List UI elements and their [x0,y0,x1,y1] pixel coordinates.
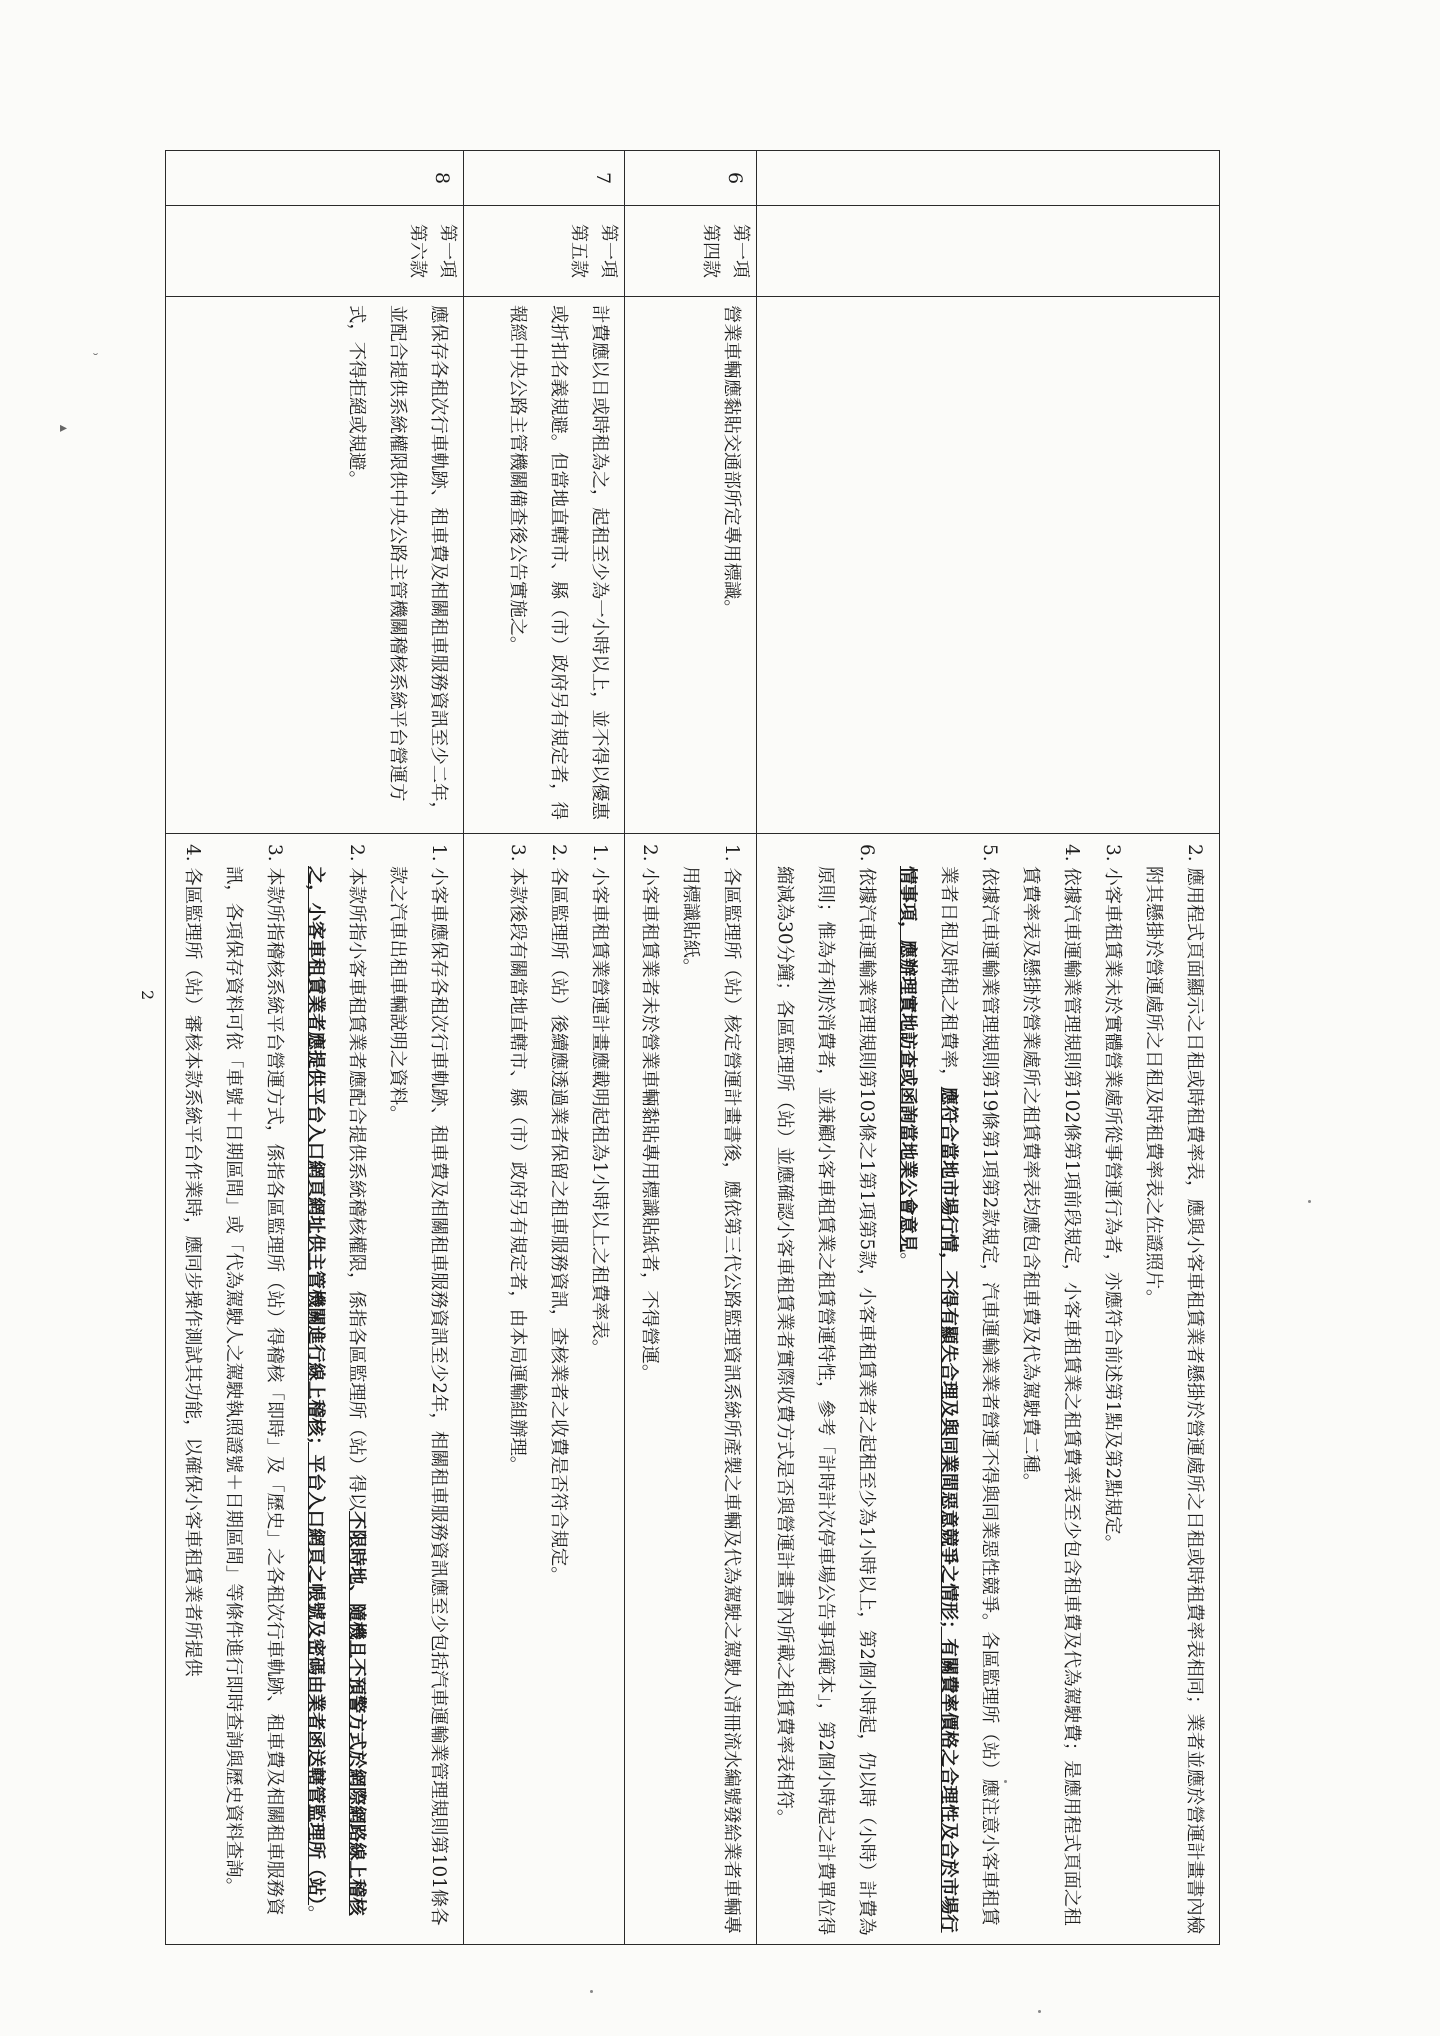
rule-text [757,297,1220,834]
note-text: 。 [897,1252,918,1271]
note-item: 4. 依據汽車運輸業管理規則第102條第1項前段規定，小客車租賃業之租賃費率表至少包含租車費及代為駕駛費；是應用程式頁面之租賃費率表及懸掛於營業處所之租賃費率表均應包含租車費及代為駕駛費二種。 [1020,844,1082,1926]
article-paragraph: 第一項 [436,224,458,278]
note-item: 3. 小客車租賃業未於實體營業處所從事營運行為者，亦應符合前述第1點及第2點規定。 [1102,844,1123,1553]
note-item: 2. 應用程式頁面顯示之日租或時租費率表，應與小客車租賃業者懸掛於營運處所之日租或時租費率表相同；業者並應於營運計畫書內檢附其懸掛於營運處所之日租及時租費率表之佐證照片。 [1143,844,1205,1935]
scan-dot [1004,1780,1007,1783]
rule-text: 計費應以日或時租為之，起租至少為一小時以上，並不得以優惠或折扣名義規避。但當地直轄市、縣（市）政府另有規定者，得報經中央公路主管機關備查後公告實施之。 [463,297,624,834]
note-item: 1. 小客車租賃業營運計畫應載明起租為1小時以上之租費率表。 [588,844,610,1358]
emphasis-text: 不限時地、隨機且不預警方式於網際網路線上稽核之，小客車租賃業者應提供平台入口網頁網址供主管機關進行線上稽核；平台入口網頁之帳號及密碼由業者函送轄管監理所（站） [304,866,367,1916]
article-subparagraph: 第四款 [700,224,722,278]
article-cell [166,206,464,297]
row-number: 7 [463,151,624,206]
note-item: 3. 本款後段有關當地直轄市、縣（市）政府另有規定者，由本局運輸組辦理。 [506,844,528,1475]
note-item: 6. 依據汽車運輸業管理規則第103條之1第1項第5款，小客車租賃業者之起租至少為1小時以上，第2個小時起，仍以時（小時）計費為原則；惟為有利於消費者，並兼顧小客車租賃業之租賃營運特性，參考「計時計次停車場公告事項範本」，第2個小時起之計費單位得縮減為30分鐘；各區監理所（站）並應確認小客車租賃業者實際收費方式是否與營運計畫書內所載之租賃費率表相符。 [774,844,877,1936]
regulation-table [165,150,1220,1945]
page-number: 2 [138,990,157,1001]
table-row [463,151,624,1945]
row-number: 8 [166,151,464,206]
rule-text: 營業車輛應黏貼交通部所定專用標識。 [624,297,757,834]
notes-cell [463,834,624,1945]
note-item [295,844,377,1936]
notes-cell [166,834,464,1945]
scan-dot [590,1990,593,1993]
article-subparagraph: 第六款 [406,224,428,278]
notes-cell [757,834,1220,1945]
scan-speck: ˘ [92,352,99,368]
article-cell [624,206,757,297]
note-item: 4. 各區監理所（站）審核本款系統平台作業時，應同步操作測試其功能，以確保小客車租賃業者所提供 [181,844,203,1677]
row-number [757,151,1220,206]
article-cell [757,206,1220,297]
scan-dot [1038,2010,1041,2013]
note-item: 1. 小客車應保存各租次行車軌跡、租車費及相關租車服務資訊至少2年，相關租車服務資訊應至少包括汽車運輸業管理規則第101條各款之汽車出租車輛說明之資料。 [386,844,449,1926]
note-item: 2. 小客車租賃業者未於營業車輛黏貼專用標識貼紙者，不得營運。 [639,844,661,1383]
article-paragraph: 第一項 [730,224,752,278]
emphasis-text: 應符合當地市場行情，不得有顯失合理及與同業間惡意競爭之情形；有關費率價格之合理性及合於市場行情事項，應辦理實地訪查或函詢當地業公會意見 [897,866,959,1933]
note-text: 5. 依據汽車運輸業管理規則第19條第1項第2款規定，汽車運輸業業者營運不得與同業惡性競爭。各區監理所（站）應注意小客車租賃業者日租及時租之租費率， [938,844,1000,1926]
note-item: 3. 本款所指稽核系統平台營運方式，係指各區監理所（站）得稽核「即時」及「歷史」之各租次行車軌跡、租車費及相關租車服務資訊，各項保存資料可依「車號＋日期區間」或「代為駕駛人之駕駛執照證號＋日期區間」等條件進行即時查詢與歷史資料查詢。 [222,844,285,1916]
note-item [887,844,1010,1936]
rule-text: 應保存各租次行車軌跡、租車費及相關租車服務資訊至少二年，並配合提供系統權限供中央公路主管機關稽核系統平台營運方式，不得拒絕或規避。 [166,297,464,834]
scan-speck: ▸ [60,420,68,436]
row-number: 6 [624,151,757,206]
note-text: 。 [304,1905,326,1924]
table-row [757,151,1220,1945]
table-row [166,151,464,1945]
note-item: 1. 各區監理所（站）核定營運計畫書後，應依第三代公路監理資訊系統所產製之車輛及代為駕駛之駕駛人清冊流水編號發給業者車輛專用標識貼紙。 [680,844,743,1935]
scan-dot [1308,1200,1311,1203]
article-subparagraph: 第五款 [567,224,589,278]
note-item: 2. 各區監理所（站）後續應透過業者保留之租車服務資訊，查核業者之收費是否符合規定。 [547,844,569,1585]
article-paragraph: 第一項 [597,224,619,278]
note-text: 2. 本款所指小客車租賃業者應配合提供系統稽核權限，係指各區監理所（站）得以 [345,844,367,1512]
notes-cell [624,834,757,1945]
table-row [624,151,757,1945]
article-cell [463,206,624,297]
